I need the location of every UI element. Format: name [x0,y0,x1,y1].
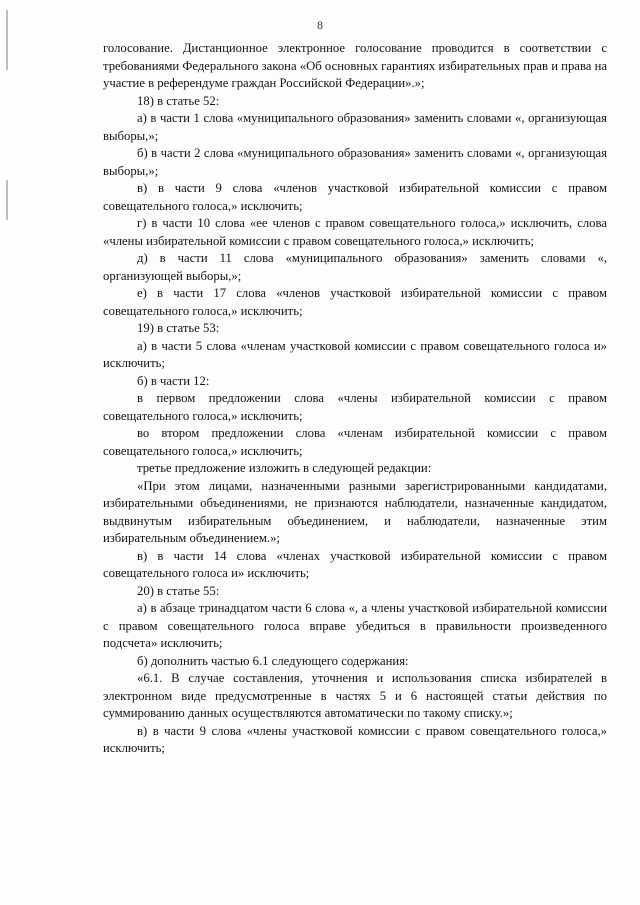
paragraph: в) в части 9 слова «члены участковой комиссии с правом совещательного голоса,» исключить; [103,723,607,755]
paragraph: а) в абзаце тринадцатом части 6 слова «, а члены участковой избирательной комиссии с правом совещательного голоса вправе убедиться в правильности произведенного подсчета» исключить; [103,601,607,650]
paragraph: д) в части 11 слова «муниципального образования» заменить словами «, организующей выборы,»; [103,251,607,283]
paragraph: а) в части 5 слова «членам участковой комиссии с правом совещательного голоса и» исключить; [103,338,607,370]
paragraph: 19) в статье 53: [137,321,220,335]
paragraph: во втором предложении слова «членам избирательной комиссии с правом совещательного голоса,» исключить; [103,426,607,458]
paragraph: голосование. Дистанционное электронное голосование проводится в соответствии с требованиями Федерального закона «Об основных гарантиях избирательных прав и права на участие в референдуме граждан Российской Федерации».»; [103,41,607,90]
document-body [103,40,607,758]
paragraph: в) в части 14 слова «членах участковой избирательной комиссии с правом совещательного голоса и» исключить; [103,548,607,580]
paragraph: «6.1. В случае составления, уточнения и использования списка избирателей в электронном виде предусмотренные в частях 5 и 6 настоящей статьи действия по суммированию данных осуществляются автоматически по такому списку.»; [103,671,607,720]
paragraph: б) в части 2 слова «муниципального образования» заменить словами «, организующая выборы,»; [103,146,607,178]
paragraph: в первом предложении слова «члены избирательной комиссии с правом совещательного голоса,» исключить; [103,391,607,423]
paragraph: третье предложение изложить в следующей редакции: [137,461,432,475]
paragraph: «При этом лицами, назначенными разными зарегистрированными кандидатами, избирательными объединениями, не признаются наблюдатели, назначенные кандидатом, выдвинутым избирательным объединением, и наблюдатели, назначенные этим избирательным объединением.»; [103,478,607,545]
paragraph: б) дополнить частью 6.1 следующего содержания: [137,653,409,668]
paragraph: б) в части 12: [137,373,210,388]
paragraph: г) в части 10 слова «ее членов с правом совещательного голоса,» исключить, слова «члены избирательной комиссии с правом совещательного голоса,» исключить; [103,216,607,248]
scan-edge-mark [6,180,8,220]
paragraph: а) в части 1 слова «муниципального образования» заменить словами «, организующая выборы,»; [103,111,607,143]
page-number: 8 [317,18,323,32]
paragraph: в) в части 9 слова «членов участковой избирательной комиссии с правом совещательного голоса,» исключить; [103,181,607,213]
paragraph: е) в части 17 слова «членов участковой избирательной комиссии с правом совещательного голоса,» исключить; [103,286,607,318]
paragraph: 18) в статье 52: [137,93,220,108]
paragraph: 20) в статье 55: [137,583,220,598]
